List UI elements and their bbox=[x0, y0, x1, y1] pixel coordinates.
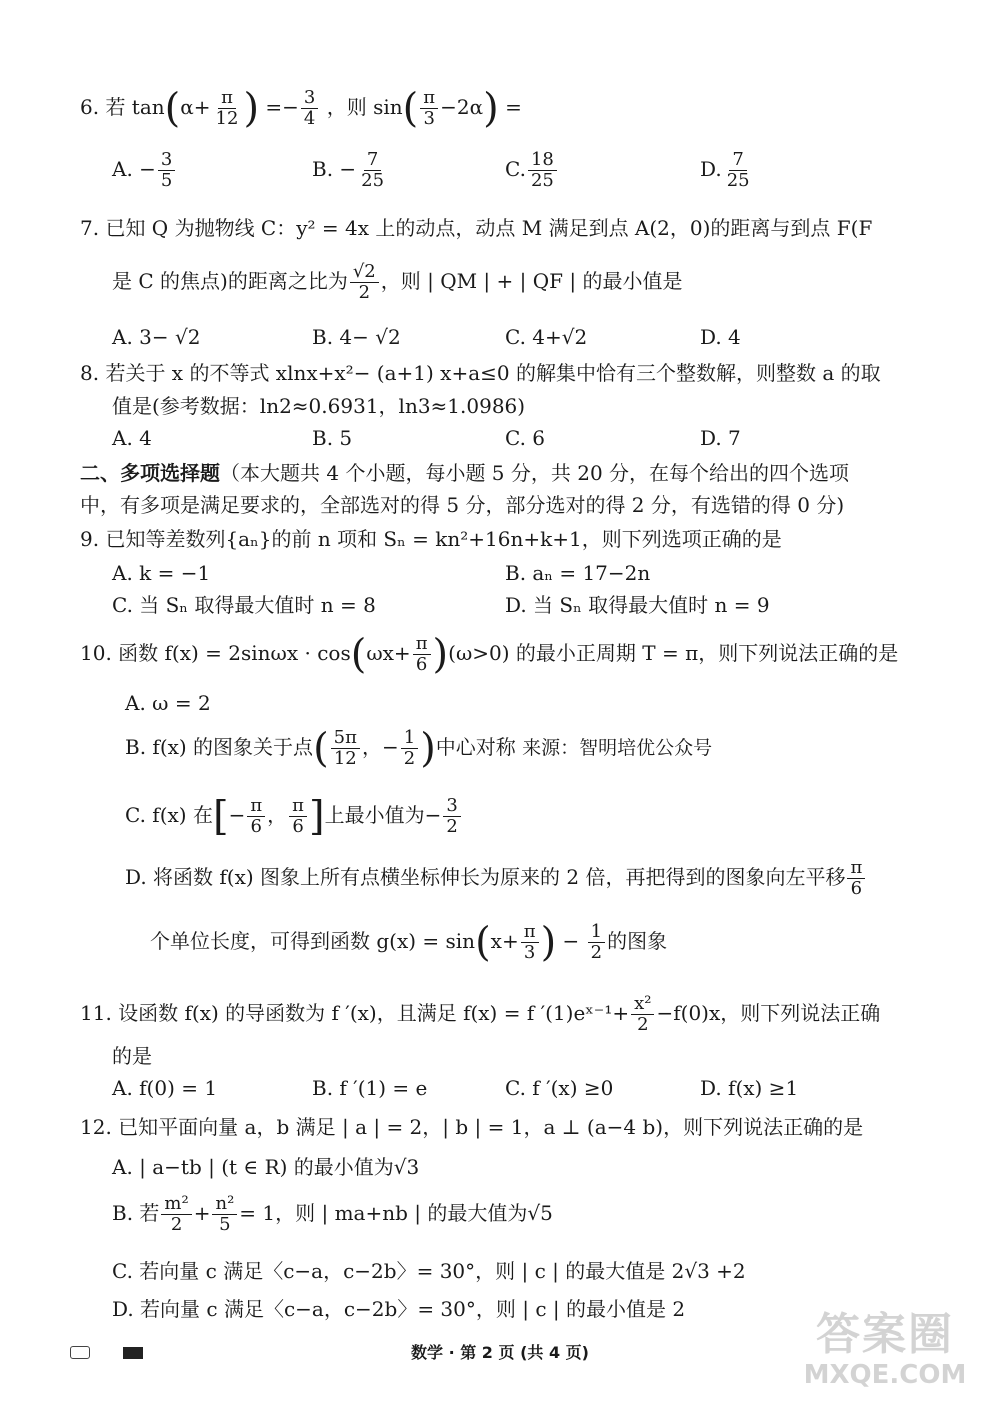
option-d: D. 当 Sₙ 取得最大值时 n = 9 bbox=[505, 593, 770, 617]
option-c: C. f(x) 在[− $\frac{\pi}{6}$ ， $\frac{\pi}{6}$ ]上最小值为− $\frac{3}{2}$ bbox=[125, 796, 463, 837]
question-11-stem: 11. 设函数 f(x) 的导函数为 f ′(x)，且满足 f(x) = f ′(1)eˣ⁻¹+ $\frac{\text{x²}}{2}$ −f(0)x，则下列说法正确 bbox=[80, 993, 881, 1035]
section-instructions: 中，有多项是满足要求的，全部选对的得 5 分，部分选对的得 2 分，有选错的得 0 分) bbox=[80, 493, 845, 517]
question-8-stem-line2: 值是(参考数据：ln2≈0.6931，ln3≈1.0986) bbox=[112, 394, 526, 418]
option-d: D. 若向量 c 满足〈c−a，c−2b〉= 30°，则 | c | 的最小值是 2 bbox=[112, 1297, 686, 1321]
option-d: D. 4 bbox=[700, 325, 741, 349]
option-b: B. aₙ = 17−2n bbox=[505, 561, 651, 585]
option-a: A. 3− √2 bbox=[112, 325, 201, 349]
option-a: A. k = −1 bbox=[112, 561, 211, 585]
option-c: C. 4+√2 bbox=[505, 325, 588, 349]
question-7-stem: 7. 已知 Q 为抛物线 C：y² = 4x 上的动点，动点 M 满足到点 A(2，0)的距离与到点 F(F bbox=[80, 216, 873, 240]
question-number: 7. bbox=[80, 216, 100, 240]
option-b: B. 5 bbox=[312, 426, 353, 450]
page-footer: 数学 · 第 2 页 (共 4 页) bbox=[411, 1343, 589, 1362]
option-b: B. f ′(1) = e bbox=[312, 1076, 428, 1100]
watermark-logo: 答案圈 MXQE.COM bbox=[803, 1309, 967, 1390]
option-c: C. $\frac{18}{25}$ bbox=[505, 150, 559, 191]
option-d: D. 7 bbox=[700, 426, 741, 450]
fraction: $\frac{\pi}{3}$ bbox=[420, 88, 438, 129]
option-b: B. 若 $\frac{\text{m²}}{2}$ + $\frac{\text{n²}}{5}$ = 1，则 | ma+nb | 的最大值为√5 bbox=[112, 1193, 553, 1235]
option-b: B. f(x) 的图象关于点( $\frac{5\pi}{12}$ ，− $\frac{1}{2}$ )中心对称 来源：智明培优公众号 bbox=[125, 725, 713, 772]
option-b: B. 4− √2 bbox=[312, 325, 401, 349]
question-7-stem-line2: 是 C 的焦点)的距离之比为 $\frac{√2}{2}$ ，则 | QM | + | QF | 的最小值是 bbox=[112, 261, 683, 303]
option-a: A. ω = 2 bbox=[125, 691, 211, 715]
question-9-stem: 9. 已知等差数列{aₙ}的前 n 项和 Sₙ = kn²+16n+k+1，则下列选项正确的是 bbox=[80, 527, 782, 551]
option-a: A. | a−tb | (t ∈ R) 的最小值为√3 bbox=[112, 1155, 420, 1179]
source-note: 来源：智明培优公众号 bbox=[522, 737, 713, 759]
question-number: 8. bbox=[80, 361, 100, 385]
option-d: D. f(x) ≥1 bbox=[700, 1076, 799, 1100]
question-number: 10. bbox=[80, 641, 112, 665]
option-d-line2: 个单位长度，可得到函数 g(x) = sin(x+ $\frac{\pi}{3}$ ) − $\frac{1}{2}$ 的图象 bbox=[150, 919, 668, 966]
question-6-stem: 6. 若 tan(α+ $\frac{\pi}{12}$ ) =− $\frac{3}{4}$ ，则 sin( $\frac{\pi}{3}$ −2α) = bbox=[80, 85, 522, 132]
option-c: C. 若向量 c 满足〈c−a，c−2b〉= 30°，则 | c | 的最大值是 2√3 +2 bbox=[112, 1259, 746, 1283]
question-12-stem: 12. 已知平面向量 a，b 满足 | a | = 2，| b | = 1，a ⊥ (a−4 b)，则下列说法正确的是 bbox=[80, 1115, 864, 1139]
section-title: 二、多项选择题 bbox=[80, 461, 220, 485]
option-a: A. 4 bbox=[112, 426, 152, 450]
question-number: 6. bbox=[80, 95, 100, 119]
option-b: B. − $\frac{7}{25}$ bbox=[312, 149, 385, 191]
option-d: D. 将函数 f(x) 图象上所有点横坐标伸长为原来的 2 倍，再把得到的图象向左平移 $\frac{\pi}{6}$ bbox=[125, 858, 867, 899]
option-d: D. $\frac{7}{25}$ bbox=[700, 149, 750, 191]
option-c: C. 当 Sₙ 取得最大值时 n = 8 bbox=[112, 593, 376, 617]
section-heading: 二、多项选择题（本大题共 4 个小题，每小题 5 分，共 20 分，在每个给出的四个选项 bbox=[80, 461, 850, 485]
question-8-stem: 8. 若关于 x 的不等式 xlnx+x²− (a+1) x+a≤0 的解集中恰有三个整数解，则整数 a 的取 bbox=[80, 361, 881, 385]
question-10-stem: 10. 函数 f(x) = 2sinωx · cos(ωx+ $\frac{\pi}{6}$ )(ω>0) 的最小正周期 T = π，则下列说法正确的是 bbox=[80, 631, 899, 678]
fraction: $\frac{\pi}{12}$ bbox=[215, 87, 239, 129]
question-number: 12. bbox=[80, 1115, 112, 1139]
option-c: C. f ′(x) ≥0 bbox=[505, 1076, 614, 1100]
option-a: A. − $\frac{3}{5}$ bbox=[112, 150, 177, 191]
question-number: 9. bbox=[80, 527, 100, 551]
fraction: $\frac{3}{4}$ bbox=[301, 88, 318, 129]
option-c: C. 6 bbox=[505, 426, 546, 450]
option-a: A. f(0) = 1 bbox=[112, 1076, 218, 1100]
question-number: 11. bbox=[80, 1001, 112, 1025]
question-11-stem-line2: 的是 bbox=[112, 1044, 152, 1068]
